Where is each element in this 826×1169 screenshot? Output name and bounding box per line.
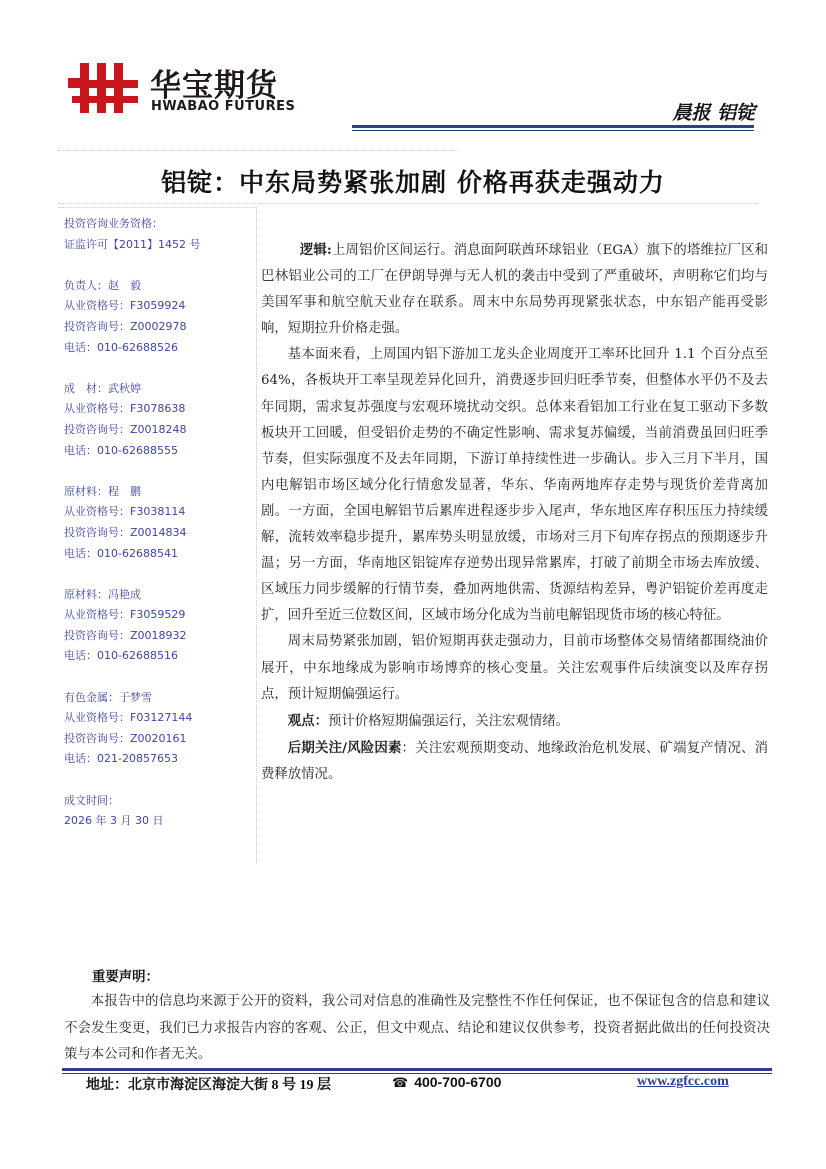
fundamentals-paragraph: 基本面来看，上周国内铝下游加工龙头企业周度开工率环比回升 1.1 个百分点至 64%，各板块开工率呈现差异化回升，消费逐步回归旺季节奏，但整体水平仍不及去年同期，需求复苏强度与宏观环境扰动交织。总体来看铝加工行业在复工驱动下多数板块开工回暖，但受铝价走势的不确定性影响、需求复苏偏缓，当前消费虽回归旺季节奏，但实际强度不及去年同期，下游订单持续性进一步确认。步入三月下半月，国内电解铝市场区域分化行情愈发显著，华东、华南两地库存走势与现货价差背离加剧。一方面，全国电解铝节后累库进程逐步步入尾声，华东地区库存积压压力持续缓解，流转效率稳步提升，累库势头明显放缓，市场对三月下旬库存拐点的预期逐步升温；另一方面，华南地区铝锭库存逆势出现异常累库，打破了前期全市场去库放缓、区域压力同步缓解的行情节奏，叠加两地供需、货源结构差异，粤沪铝锭价差再度走扩，回升至近三位数区间，区域市场分化成为当前电解铝现货市场的核心特征。 — [261, 347, 768, 624]
hwabao-logo-icon — [66, 62, 140, 114]
contact-phone: 电话：010-62688516 — [64, 649, 178, 663]
risk-paragraph — [261, 735, 768, 788]
date-value: 2026 年 3 月 30 日 — [64, 814, 164, 828]
brand-name-en: HWABAO FUTURES — [151, 99, 296, 114]
contact-role: 成 材：武秋婷 — [64, 381, 141, 395]
report-title: 铝锭：中东局势紧张加剧 价格再获走强动力 — [161, 168, 665, 197]
footer-website-link[interactable]: www.zgfcc.com — [637, 1074, 729, 1089]
header-divider-thin — [352, 130, 754, 131]
footer-phone — [392, 1074, 501, 1091]
contact-block — [64, 585, 254, 667]
qualification-value: 证监许可【2011】1452 号 — [64, 237, 201, 251]
qualification-label: 投资咨询业务资格： — [64, 217, 163, 230]
contact-block — [64, 688, 254, 770]
outlook-paragraph: 周末局势紧张加剧，铝价短期再获走强动力，目前市场整体交易情绪都围绕油价展开，中东地缘成为影响市场博弈的核心变量。关注宏观事件后续演变以及库存拐点，预计短期偏强运行。 — [261, 634, 768, 702]
phone-icon: ☎ — [392, 1075, 409, 1090]
header-dotted-line — [58, 150, 458, 151]
report-type-label: 晨报 铝锭 — [672, 102, 755, 124]
disclaimer-title: 重要声明： — [92, 969, 159, 985]
risk-text: ：关注宏观预期变动、地缘政治危机发展、矿端复产情况、消费释放情况。 — [261, 740, 769, 782]
footer-divider — [62, 1068, 772, 1071]
contact-block — [64, 276, 254, 358]
contact-phone: 电话：010-62688526 — [64, 340, 178, 354]
footer-address: 地址：北京市海淀区海淀大街 8 号 19 层 — [86, 1078, 331, 1093]
contact-advisory: 投资咨询号：Z0018932 — [64, 628, 187, 642]
contact-phone: 电话：010-62688541 — [64, 546, 178, 560]
contact-role: 原材料：冯艳成 — [64, 587, 141, 601]
contact-block — [64, 482, 254, 564]
contact-advisory: 投资咨询号：Z0020161 — [64, 731, 187, 745]
analyst-sidebar — [64, 214, 254, 832]
contact-cert: 从业资格号：F3059529 — [64, 608, 186, 622]
date-label: 成文时间： — [64, 793, 119, 807]
contact-role: 原材料：程 鹏 — [64, 484, 141, 498]
contact-advisory: 投资咨询号：Z0002978 — [64, 319, 187, 333]
contact-phone: 电话：010-62688555 — [64, 443, 178, 457]
contact-role: 负责人：赵 毅 — [64, 278, 141, 292]
contact-advisory: 投资咨询号：Z0018248 — [64, 422, 187, 436]
contact-cert: 从业资格号：F3078638 — [64, 402, 186, 416]
contact-cert: 从业资格号：F3038114 — [64, 505, 186, 519]
view-paragraph — [261, 708, 768, 735]
footer-phone-number: 400-700-6700 — [414, 1074, 502, 1090]
header-divider — [352, 125, 754, 128]
logic-paragraph — [261, 237, 768, 342]
contact-cert: 从业资格号：F3059924 — [64, 299, 186, 313]
contact-block — [64, 379, 254, 461]
logic-label: 逻辑: — [299, 242, 332, 258]
contact-advisory: 投资咨询号：Z0014834 — [64, 525, 187, 539]
report-body — [261, 237, 768, 788]
logic-text: 上周铝价区间运行。消息面阿联酋环球铝业（EGA）旗下的塔维拉厂区和巴林铝业公司的工厂在伊朗导弹与无人机的袭击中受到了严重破坏，声明称它们均与美国军事和航空航天业存在联系。周末中东局势再现紧张状态，中东铝产能再受影响，短期拉升价格走强。 — [261, 243, 768, 337]
contact-phone: 电话：021-20857653 — [64, 752, 178, 766]
title-dotted-line — [58, 203, 758, 204]
view-label: 观点： — [287, 712, 328, 729]
brand-name-cn: 华宝期货 — [150, 68, 278, 104]
contact-role: 有色金属：于梦雪 — [64, 690, 152, 704]
view-text: 预计价格短期偏强运行，关注宏观情绪。 — [327, 713, 569, 729]
contact-cert: 从业资格号：F03127144 — [64, 711, 193, 725]
disclaimer-text: 本报告中的信息均来源于公开的资料，我公司对信息的准确性及完整性不作任何保证，也不保证包含的信息和建议不会发生变更，我们已力求报告内容的客观、公正，但文中观点、结论和建议仅供参考，投资者据此做出的任何投资决策与本公司和作者无关。 — [64, 994, 770, 1062]
risk-label: 后期关注/风险因素 — [287, 739, 402, 756]
